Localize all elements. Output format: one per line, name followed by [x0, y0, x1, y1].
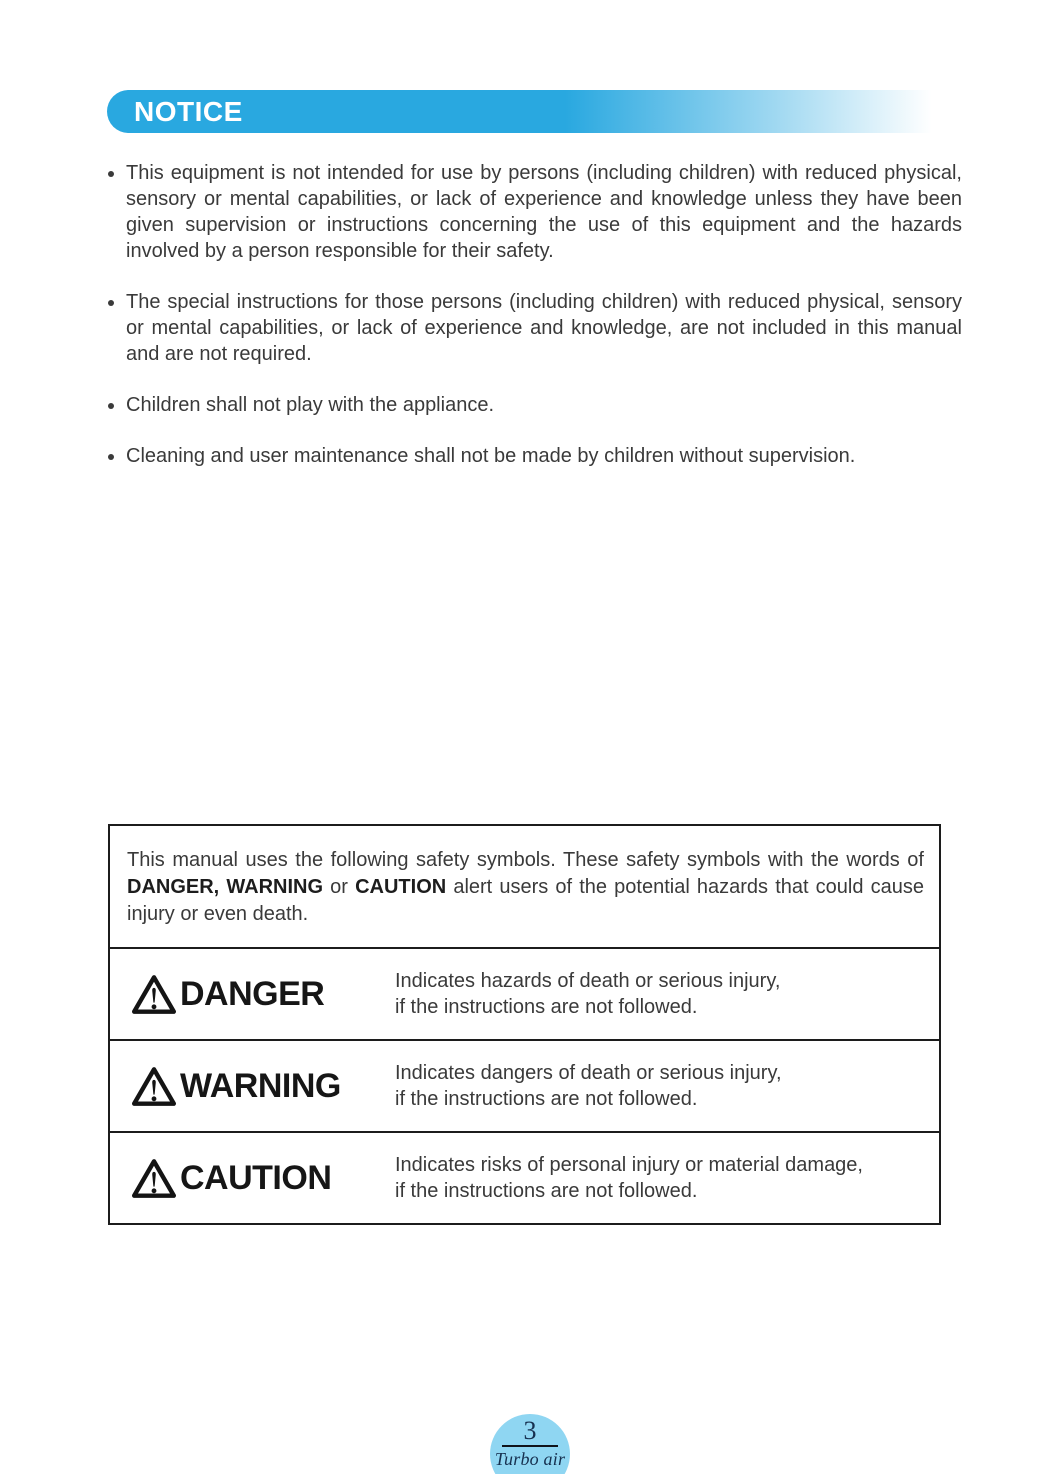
warning-description	[395, 1060, 782, 1112]
danger-description-line: Indicates hazards of death or serious injury,	[395, 970, 781, 992]
notice-item	[126, 160, 962, 264]
warning-triangle-icon	[132, 1067, 176, 1106]
warning-triangle-icon	[132, 975, 176, 1014]
intro-text: This manual uses the following safety symbols. These safety symbols with the words of	[127, 849, 924, 871]
warning-label: WARNING	[180, 1066, 341, 1105]
notice-item	[126, 392, 962, 418]
danger-row	[110, 947, 939, 1039]
caution-description-line: if the instructions are not followed.	[395, 1180, 698, 1202]
danger-label: DANGER	[180, 974, 325, 1013]
caution-description	[395, 1152, 863, 1204]
page-footer-badge	[490, 1414, 570, 1474]
danger-description	[395, 968, 780, 1020]
notice-item-text: Cleaning and user maintenance shall not be made by children without supervision.	[126, 445, 856, 467]
notice-item	[126, 289, 962, 367]
brand-logo: Turbo air	[494, 1449, 566, 1469]
danger-label-cell	[110, 975, 395, 1014]
notice-list	[107, 160, 962, 494]
caution-row	[110, 1131, 939, 1223]
safety-symbols-box	[108, 824, 941, 1225]
caution-description-line: Indicates risks of personal injury or material damage,	[395, 1154, 863, 1176]
notice-item	[126, 443, 962, 469]
warning-triangle-icon	[132, 1159, 176, 1198]
danger-description-line: if the instructions are not followed.	[395, 996, 698, 1018]
caution-label-cell	[110, 1159, 395, 1198]
intro-text: or	[323, 876, 356, 898]
safety-box-intro	[110, 826, 939, 947]
notice-item-text: Children shall not play with the appliance.	[126, 394, 494, 416]
intro-text: alert users of the potential hazards that could cause injury or even death.	[127, 876, 924, 925]
warning-description-line: if the instructions are not followed.	[395, 1088, 698, 1110]
intro-bold-caution: CAUTION	[355, 876, 447, 898]
notice-banner	[107, 90, 940, 133]
footer-divider	[502, 1445, 558, 1447]
warning-label-cell	[110, 1067, 395, 1106]
page-number: 3	[523, 1416, 537, 1445]
intro-bold-danger-warning: DANGER, WARNING	[127, 876, 324, 898]
notice-item-text: This equipment is not intended for use by persons (including children) with reduced physical, sensory or mental capabilities, or lack of experience and knowledge unless they have been given supervision or instructions concerning the use of this equipment and the hazards involved by a person responsible for their safety.	[126, 162, 962, 262]
caution-label: CAUTION	[180, 1158, 332, 1197]
notice-banner-title: NOTICE	[134, 96, 243, 127]
warning-description-line: Indicates dangers of death or serious injury,	[395, 1062, 782, 1084]
warning-row	[110, 1039, 939, 1131]
notice-item-text: The special instructions for those persons (including children) with reduced physical, sensory or mental capabilities, or lack of experience and knowledge, are not included in this manual and are not required.	[126, 291, 962, 365]
